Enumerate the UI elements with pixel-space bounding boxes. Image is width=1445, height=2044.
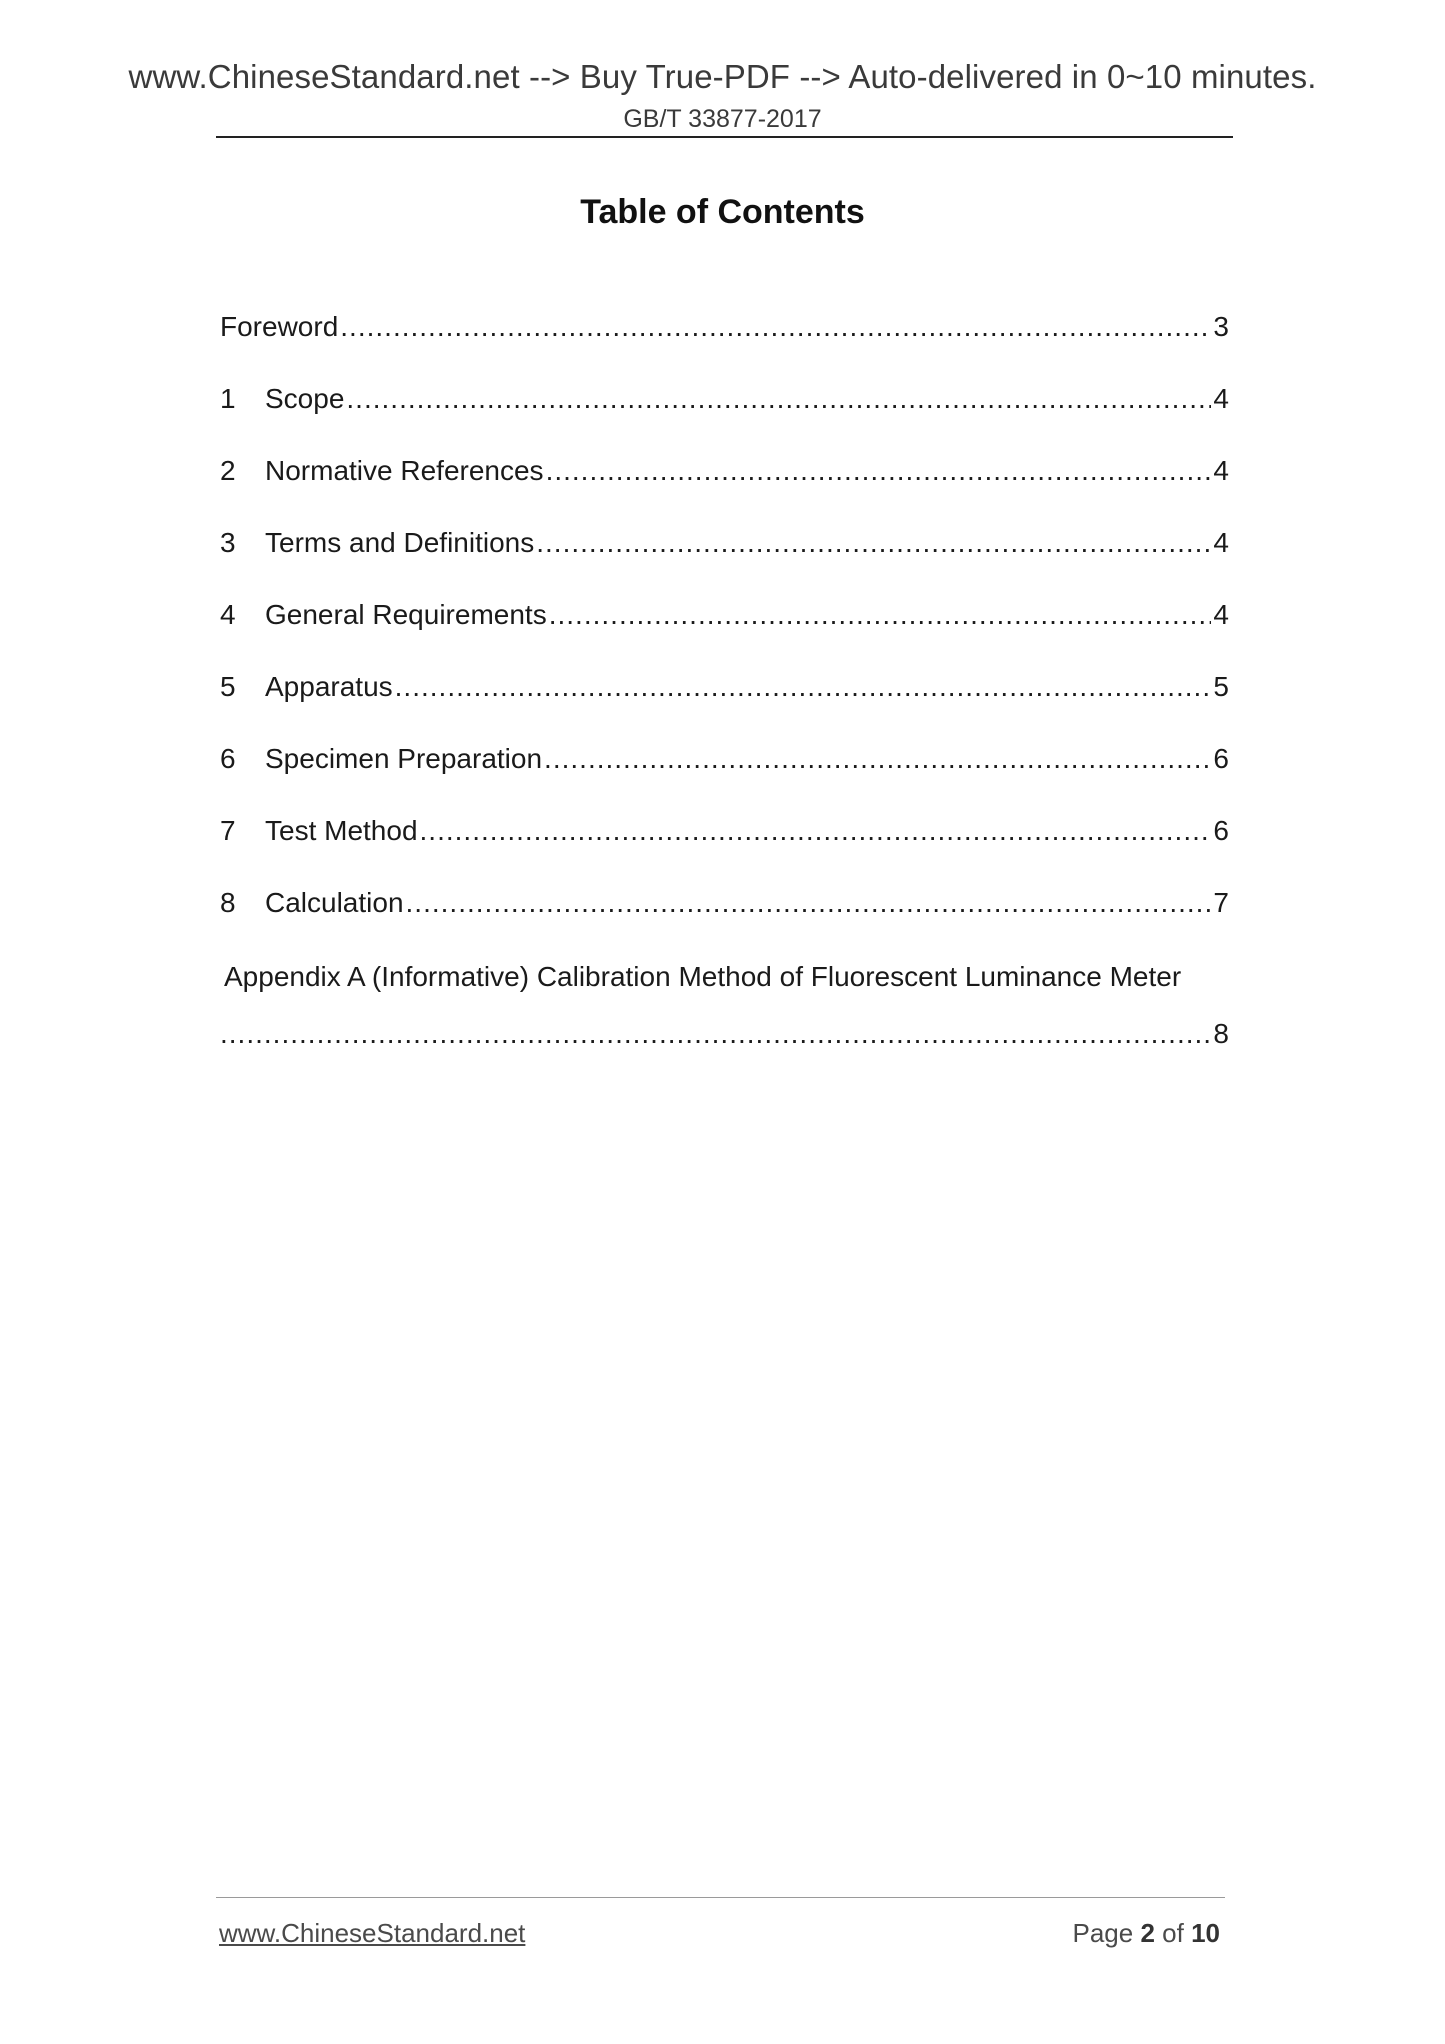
- toc-dot-leader: [346, 383, 1211, 415]
- toc-dot-leader: [546, 455, 1212, 487]
- toc-entry-page: 4: [1213, 599, 1229, 630]
- standard-code: GB/T 33877-2017: [623, 105, 822, 133]
- toc-entry-number: 3: [220, 527, 236, 558]
- toc-entry-page: 4: [1213, 383, 1229, 414]
- toc-entry-specimen-preparation[interactable]: [220, 743, 1229, 783]
- toc-entry-page: 7: [1213, 887, 1229, 918]
- header-banner: www.ChineseStandard.net --> Buy True-PDF --> Auto-delivered in 0~10 minutes.: [128, 58, 1317, 95]
- toc-entry-label: Normative References: [265, 455, 544, 486]
- page-indicator: [900, 1918, 1220, 1949]
- page-separator: of: [1162, 1918, 1184, 1948]
- toc-entry-label: Scope: [265, 383, 345, 414]
- toc-entry-scope[interactable]: [220, 383, 1229, 423]
- toc-entry-apparatus[interactable]: [220, 671, 1229, 711]
- toc-entry-label: General Requirements: [265, 599, 547, 630]
- toc-entry-label: Foreword: [220, 311, 339, 342]
- header-divider: [216, 136, 1233, 138]
- toc-entry-page: 4: [1213, 527, 1229, 558]
- total-pages-number: 10: [1191, 1918, 1220, 1948]
- toc-entry-number: 6: [220, 743, 236, 774]
- toc-entry-general-requirements[interactable]: [220, 599, 1229, 639]
- toc-entry-label: Apparatus: [265, 671, 393, 702]
- toc-entry-page: 3: [1213, 311, 1229, 342]
- footer-website-link[interactable]: www.ChineseStandard.net: [219, 1918, 526, 1948]
- toc-dot-leader: [340, 311, 1211, 343]
- toc-dot-leader: [406, 887, 1212, 919]
- toc-dot-leader: [536, 527, 1211, 559]
- toc-entry-label: Terms and Definitions: [265, 527, 535, 558]
- toc-dot-leader: [549, 599, 1212, 631]
- toc-entry-normative-references[interactable]: [220, 455, 1229, 495]
- toc-entry-number: 2: [220, 455, 236, 486]
- toc-title: Table of Contents: [580, 193, 865, 231]
- toc-entry-page: 6: [1213, 815, 1229, 846]
- current-page-number: 2: [1140, 1918, 1155, 1948]
- toc-entry-appendix-a[interactable]: Appendix A (Informative) Calibration Method of Fluorescent Luminance Meter: [224, 961, 1182, 992]
- toc-entry-terms-and-definitions[interactable]: [220, 527, 1229, 567]
- toc-entry-page: 8: [1213, 1018, 1229, 1049]
- toc-entry-number: 1: [220, 383, 236, 414]
- toc-entry-number: 4: [220, 599, 236, 630]
- footer-divider: [216, 1897, 1225, 1898]
- toc-entry-appendix-a-leader-line[interactable]: [220, 1018, 1229, 1058]
- toc-entry-label: Calculation: [265, 887, 404, 918]
- toc-entry-label: Specimen Preparation: [265, 743, 543, 774]
- toc-entry-page: 5: [1213, 671, 1229, 702]
- toc-entry-number: 8: [220, 887, 236, 918]
- toc-dot-leader: [420, 815, 1212, 847]
- toc-entry-page: 4: [1213, 455, 1229, 486]
- toc-entry-number: 5: [220, 671, 236, 702]
- toc-entry-page: 6: [1213, 743, 1229, 774]
- toc-entry-calculation[interactable]: [220, 887, 1229, 927]
- toc-dot-leader: [220, 1018, 1211, 1050]
- toc-dot-leader: [395, 671, 1212, 703]
- toc-entry-label: Test Method: [265, 815, 418, 846]
- toc-dot-leader: [544, 743, 1211, 775]
- page-prefix: Page: [1072, 1918, 1134, 1948]
- toc-entry-foreword[interactable]: [220, 311, 1229, 351]
- toc-entry-test-method[interactable]: [220, 815, 1229, 855]
- toc-entry-number: 7: [220, 815, 236, 846]
